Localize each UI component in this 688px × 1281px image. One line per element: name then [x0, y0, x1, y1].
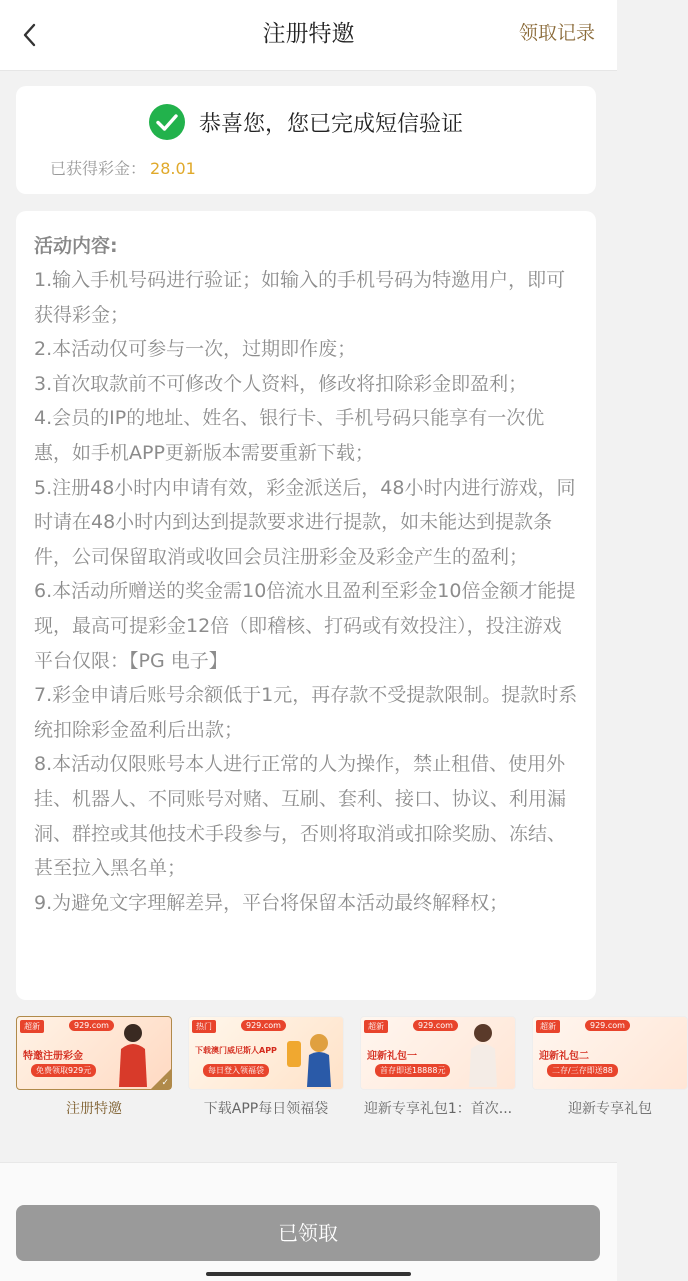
success-row: [16, 102, 596, 142]
promo-tag: 超新: [20, 1020, 44, 1033]
success-message: 恭喜您，您已完成短信验证: [198, 111, 463, 137]
rules-list: [34, 263, 578, 920]
promo-brand: 929.com: [241, 1020, 286, 1031]
promo-label: 注册特邀: [66, 1101, 122, 1117]
promotion-carousel[interactable]: [16, 1016, 652, 1120]
page-title: 注册特邀: [262, 21, 355, 47]
promo-tag: 超新: [536, 1020, 560, 1033]
promo-brand: 929.com: [585, 1020, 630, 1031]
promo-tile-download-app[interactable]: [188, 1016, 344, 1118]
rule-item: 1.输入手机号码进行验证；如输入的手机号码为特邀用户，即可获得彩金；: [34, 269, 566, 326]
promo-brand: 929.com: [69, 1020, 114, 1031]
promo-subline: 每日登入领福袋: [203, 1064, 269, 1077]
bonus-label: 已获得彩金：: [50, 159, 147, 178]
promo-tag: 超新: [364, 1020, 388, 1033]
promo-label: 迎新专享礼包: [568, 1101, 652, 1117]
rules-heading: 活动内容:: [34, 235, 118, 257]
promo-banner: [16, 1016, 172, 1090]
model-illustration-icon: [111, 1021, 155, 1087]
promo-tile-register-invite[interactable]: [16, 1016, 172, 1118]
bonus-info: [50, 156, 196, 179]
rule-item: 9.为避免文字理解差异，平台将保留本活动最终解释权；: [34, 891, 509, 914]
promo-headline: 迎新礼包二: [539, 1051, 589, 1062]
promo-tile-welcome-pack-1[interactable]: [360, 1016, 516, 1118]
rule-item: 7.彩金申请后账号余额低于1元，再存款不受提款限制。提款时系统扣除彩金盈利后出款；: [34, 684, 578, 741]
app-mascot-icon: [283, 1027, 339, 1087]
promo-headline: 迎新礼包一: [367, 1051, 417, 1062]
top-nav-bar: [0, 0, 617, 71]
promo-headline: 特邀注册彩金: [23, 1051, 83, 1062]
promo-subline: 二存/三存即送88: [547, 1064, 618, 1077]
promo-tile-welcome-pack-2[interactable]: [532, 1016, 688, 1118]
model-illustration-icon: [463, 1021, 503, 1087]
rule-item: 2.本活动仅可参与一次，过期即作废；: [34, 338, 357, 361]
bonus-value: 28.01: [150, 159, 196, 178]
rule-item: 6.本活动所赠送的奖金需10倍流水且盈利至彩金10倍金额才能提现，最高可提彩金12倍（即稽核、打码或有效投注），投注游戏平台仅限：【PG 电子】: [34, 580, 576, 672]
home-indicator: [206, 1272, 411, 1276]
rule-item: 3.首次取款前不可修改个人资料，修改将扣除彩金即盈利；: [34, 372, 528, 395]
promo-label: 下载APP每日领福袋: [203, 1101, 329, 1117]
promo-label: 迎新专享礼包1：首次...: [363, 1101, 513, 1117]
promo-headline: 下载澳门威尼斯人APP: [195, 1046, 277, 1055]
claim-records-link[interactable]: 领取记录: [518, 22, 595, 44]
promo-tag: 热门: [192, 1020, 216, 1033]
verification-success-card: [16, 86, 596, 194]
rule-item: 4.会员的IP的地址、姓名、银行卡、手机号码只能享有一次优惠，如手机APP更新版本需要重新下载；: [34, 407, 545, 464]
rule-item: 5.注册48小时内申请有效，彩金派送后，48小时内进行游戏，同时请在48小时内到达到提款要求进行提款，如未能达到提款条件，公司保留取消或收回会员注册彩金及彩金产生的盈利；: [34, 476, 576, 568]
promo-subline: 首存即送18888元: [375, 1064, 450, 1077]
rule-item: 8.本活动仅限账号本人进行正常的人为操作，禁止租借、使用外挂、机器人、不同账号对赌、互刷、套利、接口、协议、利用漏洞、群控或其他技术手段参与，否则将取消或扣除奖励、冻结、甚至拉入黑名单；: [34, 753, 567, 880]
promo-brand: 929.com: [413, 1020, 458, 1031]
claimed-button[interactable]: 已领取: [16, 1205, 600, 1261]
check-circle-icon: [149, 104, 185, 140]
promo-banner: [188, 1016, 344, 1090]
promo-banner: [360, 1016, 516, 1090]
promo-banner: [532, 1016, 688, 1090]
promo-subline: 免费领取929元: [31, 1064, 96, 1077]
activity-rules-card: [16, 211, 596, 1000]
selected-check-icon: ✓: [161, 1078, 169, 1088]
